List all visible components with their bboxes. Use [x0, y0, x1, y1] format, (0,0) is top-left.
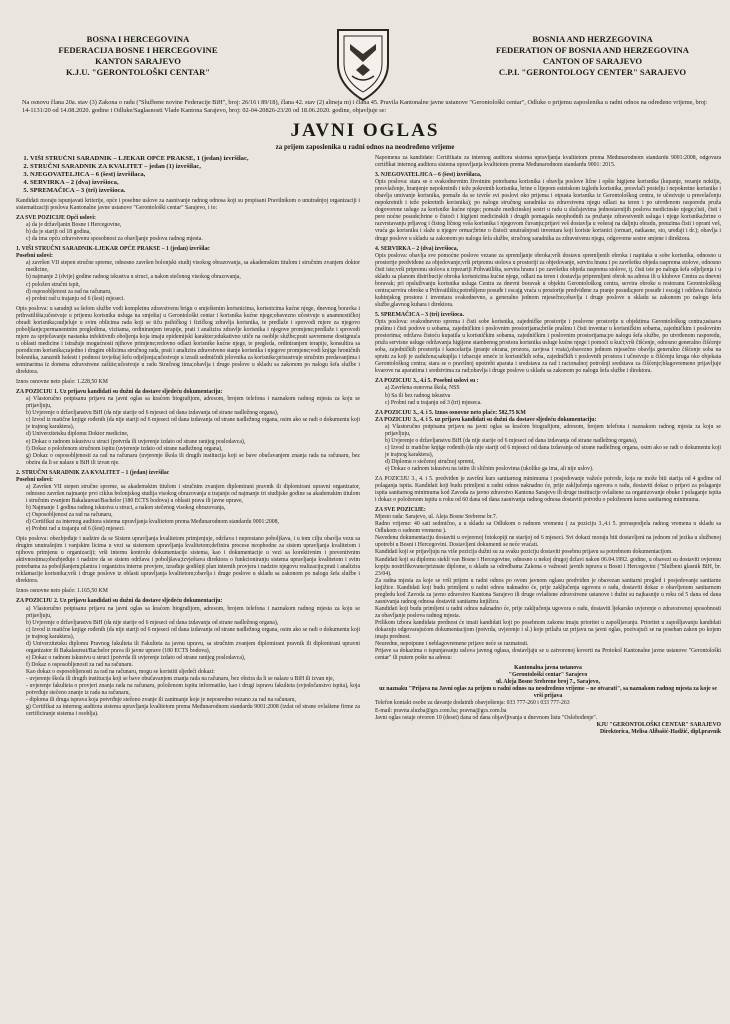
header-right-line: C.P.I. "GERONTOLOGY CENTER" SARAJEVO — [498, 67, 687, 77]
condition-item: d) Certifikat za internog auditora sistema upravljanja kvalitetom prema Međunarodnom standardu 9001:2008, — [26, 519, 279, 526]
general-conditions — [16, 222, 360, 243]
position-4-heading: 4. SERVIRKA – 2 (dva) izvršioca, — [375, 245, 459, 252]
all-positions-paragraph: Navedenu dokumentaciju dostaviti u ovjerenoj fotokopiji ne starijoj od 6 mjeseci. Svi dokazi moraju biti dostavljeni na jednom od jezika u službenoj upotrebi u Bosni i Hercegovini. Dostavljeni dokumenti se neće vraćati. — [375, 535, 721, 549]
positions-list — [16, 155, 360, 195]
coat-of-arms-icon — [330, 24, 396, 102]
contact-phone: Telefon kontakt osobe za davanje dodatnih obavještenja: 033 777-260 i 033 777-263 — [375, 700, 570, 707]
page-subtitle: za prijem zaposlenika u radni odnos na neodređeno vrijeme — [275, 143, 455, 151]
contact-block — [375, 700, 721, 721]
doc-item: f) Dokaz o osposobljenosti za rad na računaru. — [26, 661, 133, 668]
position-2-docs — [16, 606, 360, 719]
positions-345-note: ZA POZICIJU 3., 4. i 5. predviđen je završni kurs sanitarnog minimuma i posjedovanje važeće potvrde, koja ne može biti starija od 4 godine od polaganja ispita. Kandidati koji budu primljeni u radni odnos naknadno će, prije zaključenja ugovora o radu, dostaviti dokaz o prijavi za polaganje ispita sanitarnog minimuma kod Zavoda za javno zdravstvo Kantona Sarajevo ili druge institucije ovlaštene za organizovanje obuke i polaganje ispita i dokaz o položenom ispitu u roku od 60 dana od dana zasnivanja radnog odnosa dostaviti potvrdu o položenom kursu sanitarnog minimuma. — [375, 476, 721, 504]
positions-345-salary: ZA POZICIJU 3., 4. i 5. Iznos osnovne neto plaće: 582,75 KM — [375, 409, 526, 416]
all-positions-paragraph: Kandidati koji budu primljeni u radni odnos naknadno će, prije zaključenja ugovora o radu, dostaviti ljekarsko uvjerenje o zdravstvenoj sposobnosti za obavljanje poslova radnog mjesta. — [375, 605, 721, 619]
all-positions-paragraph: Mjesto rada: Sarajevo, ul. Aleja Bosne Srebrene br.7. — [375, 514, 498, 521]
signature-institution: KJU "GERONTOLOŠKI CENTAR" SARAJEVO — [596, 721, 721, 728]
doc-item: - uvjerenje fakulteta o provjeri znanja rada na računaru, položenom ispitu informatike, kao i drugi ispravu fakulteta (svjedočanstvo ispita), koja potvrđuje stečeno znanje iz rada na računaru, — [26, 683, 360, 697]
condition-item: e) Probni rad u trajanju od 6 (šest) mjeseci. — [26, 526, 126, 533]
header-right-line: FEDERATION OF BOSNIA AND HERZEGOVINA — [496, 45, 689, 55]
header-left-line: KANTON SARAJEVO — [95, 56, 181, 66]
condition-item: b) Sa ili bez radnog iskustva — [385, 392, 451, 399]
address-line: uz naznaku "Prijava na Javni oglas za prijem u radni odnos na neodređeno vrijeme – ne otvarati", sa naznakom radnog mjesta za koje se vrši prijava — [379, 686, 717, 700]
condition-item: c) položen stručni ispit, — [26, 281, 80, 288]
position-1-special-heading: Posebni uslovi: — [16, 253, 53, 260]
all-positions-paragraph: Kandidati koji su diplomu stekli van Bosne i Hercegovine, odnosno u nekoj drugoj državi nakon 06.04.1992. godine, u obavezi su dostaviti ovjerenu kopiju nostrifikovane/priznate diplome, u skladu sa odredbama Zakona o važnosti javnih isprava u Bosni i Hercegovini ("Službeni glasnik BiH, br. 23/04). — [375, 556, 721, 577]
doc-item: b) Uvjerenje o državljanstvu BiH (da nije starije od 6 mjeseci od dana izdavanja od strane nadležnog organa), — [26, 619, 279, 626]
header-right-line: BOSNIA AND HERZEGOVINA — [532, 34, 653, 44]
condition-item: a) završen VII stepen stručne spreme, odnosno završen bolonjski studij visokog obrazovanja, sa akademskim titulom i stručnim zvanjem doktor medicine, — [26, 260, 360, 274]
all-positions-paragraph: Neuredne, nepotpune i neblagovremene prijave neće se razmatrati. — [375, 641, 529, 648]
mailing-address — [375, 665, 721, 700]
position-1-conditions — [16, 260, 360, 302]
doc-item: a) Vlastoručno potpisanu prijavu na javni oglas sa kraćom biografijom, adresom, brojem telefona i naznakom radnog mjesta za koju se prijavljuju, — [26, 396, 360, 410]
position-5-duties: Opis poslova: svakodnevno sprema i čisti sobe korisnika, zajedničke prostorije i poslovne prostorije u objektima Gerontološkog centra;usisava prašinu i čisti podove u sobama, zajedničkim i poslovnim prostorijama;briše prašinu i čisti inventar u korisničkim sobama, zajedničkim i poslovnim prostorima; održava čistoću kupatila u korisničkim sobama, zajedničkim i poslovnim prostorijama;po nalogu šefa službe, po utvrđenom rasporedu, pruža servisne usluge održavanja higijene stambenog prostora korisnika usluge kućne njege i pomoći u kući;vrši čišćenje, odnosno generalno čišćenje soba, zajedničkih prostorija i kancelarija (pranje ekrana, prozora, zavjesa i vrata),obavezno jednom mjesečno obavlja generalno čišćenje soba na spratu za koji je zadužena;sakuplja i izbacuje smeće iz korisničkih soba, zajedničkih i poslovnih prostora i učestvuje u čišćenju kruga oko objekata Gerontološkog centra; stara se o pravilnoj upotrebi aparata i sredstava za rad i racionalnoj potrošnji sredstava za čišćenje;blagovremeno prijavljuje kvarove na aparatima i sredstvima za rad;obavlja i druge poslove u skladu sa zakonom po nalogu šefa službe i direktora. — [375, 319, 721, 375]
address-line: "Gerontološki centar" Sarajevo — [508, 672, 588, 679]
doc-item: d) Univerzitetsku diplomu Pravnog fakulteta ili Fakulteta za javnu upravu, sa stručnim zvanjem diplomirani pravnik ili diplomirani upravni organizator ili Bakalaureat/Bachelor prava ili javne uprave (180 ECTS bodova), — [26, 640, 360, 654]
condition-item: c) Osposobljenost za rad na računaru, — [26, 511, 113, 518]
doc-item: Kao dokaz o osposobljenosti za rad na računaru, mogu se koristiti sljedeći dokazi: — [26, 668, 215, 675]
doc-item: c) Izvod iz matične knjige rođenih (da nije stariji od 6 mjeseci od dana izdavanja od strane nadležnog organa, osim ako se radi o dokumentu koji je trajnog karaktera), — [26, 417, 360, 431]
page-title: JAVNI OGLAS — [290, 120, 440, 141]
header-right — [470, 34, 715, 78]
general-intro: Kandidati moraju ispunjavati kriterije, opće i posebne uslove za zasnivanje radnog odnosa koji su propisani Pravilnikom o unutrašnjoj organizaciji i sistematizaciji poslova Kantonalne javne ustanove "Gerontološki centar" Sarajevo, i to: — [16, 198, 360, 212]
position-2-duties: Opis poslova: obezbjeđuje i nadzire da se Sistem upravljanja kvalitetom primjenjuje, održava i neprestano poboljšava, i u tom cilju obavlja vezu sa drugim unutrašnjim i vanjskim licima u vezi sa sistemom upravljanja kvalitetom;definira procese neophodne za sistem upravljanja kvalitetom i njihovu primjenu u organizaciji; vrši internu kontrolu dokumentacije sistema, kao i dokumentacije u vezi sa korektivnim i preventivnim aktivnostima;obezbjeđuje i nadzire da se sistem održava i poboljšava;izvještava direktora o funkcioniranju sistema upravljanja kvalitetom i svim potrebama za poboljšanjem;planira i organizira interne provjere, izrađuje godišnji plan internih provjera i nadzire njegovu realizaciju;prati i analizira reklamacije korisnika;vrši i druge poslove iz oblasti upravljanja kvalitetom;obavlja i druge poslove u skladu sa zakonom po nalogu šefa službe i direktora. — [16, 536, 360, 585]
position-item: 4. SERVIRKA – 2 (dva) izvršioca, — [30, 179, 360, 187]
all-positions-paragraph: Kandidati koji se prijavljuju na više pozicija dužni su za svaku poziciju dostaviti posebnu prijavu sa potrebnom dokumentacijom. — [375, 549, 673, 556]
condition-item: b) da je stariji od 18 godina, — [26, 229, 91, 236]
doc-item: - diploma ili druga isprava koja potvrđuje stečeno zvanje ili zanimanje koje je neposredno vezano za rad na računaru, — [26, 697, 296, 704]
positions-345-special-heading: ZA POZICIJU 3., 4.i 5. Posebni uslovi su : — [375, 378, 479, 385]
header-left-line: FEDERACIJA BOSNE I HERCEGOVINE — [58, 45, 218, 55]
position-1-docs — [16, 396, 360, 466]
positions-345-conditions — [375, 385, 721, 406]
left-column — [16, 155, 360, 1017]
position-1-docs-heading: ZA POZICIJU 1. Uz prijavu kandidati su dužni da dostave sljedeću dokumentaciju: — [16, 389, 223, 396]
signature-block — [375, 722, 721, 736]
doc-item: b) Uvjerenje o državljanstvu BiH (da nije starije od 6 mjeseci od dana izdavanja od strane nadležnog organa), — [26, 410, 279, 417]
position-2-heading: 2. STRUČNI SARADNIK ZA KVALITET – 1 (jedan) izvršilac — [16, 469, 170, 476]
condition-item: b) najmanje 2 (dvije) godine radnog iskustva u struci, a nakon stečenog visokog obrazovanja, — [26, 274, 241, 281]
condition-item: d) osposobljenost za rad na računaru, — [26, 288, 112, 295]
position-2-special-heading: Posebni uslovi: — [16, 476, 53, 483]
position-1-salary: Iznos osnovne neto plaće: 1.228,50 KM — [16, 379, 108, 386]
header-left — [18, 34, 258, 78]
address-line: Kantonalna javna ustanova — [514, 665, 582, 672]
doc-item: g) Dokaz o osposobljenosti za rad na računaru (uvjerenje škola ili drugih institucija koji se bave obučavanjem znanja rada na računaru, bez obzira da li se nalaze u BiH ili izvan nje. — [26, 452, 360, 466]
header-left-line: K.J.U. "GERONTOLOŠKI CENTAR" — [65, 67, 211, 77]
general-heading: ZA SVE POZICIJE Opći uslovi: — [16, 215, 96, 222]
position-2-conditions — [16, 484, 360, 533]
doc-item: c) Izvod iz matične knjige rođenih (da nije stariji od 6 mjeseci od dana izdavanja od strane nadležnog organa, osim ako se radi o dokumentu koji je trajnog karaktera), — [26, 626, 360, 640]
all-positions-paragraph: Za radna mjesta za koje se vrši prijem u radni odnos po ovom javnom oglasu predviđen je obavezan sanitarni pregled i posjedovanje sanitarne knjižice. Kandidati koji budu primljeni u radni odnos naknadno će, prije zaključenja ugovora o radu, dostaviti dokaz o obavljenom sanitarnom pregledu kod Zavoda za javno zdravstvo Kantona Sarajevo ili druge ovlaštene zdravstvene ustanove i dužni su najkasnije u roku od 5 dana od dana zasnivanja radnog odnosa dostaviti sanitarnu knjižicu. — [375, 577, 721, 605]
doc-item: d) Univerzitetsku diplomu Doktor medicine, — [26, 431, 129, 438]
doc-item: a) Vlastoručno potpisanu prijavu na javni oglas sa kraćom biografijom, adresom, brojem telefona i naznakom radnog mjesta za koju se prijavljuju, — [385, 423, 721, 437]
position-item: 5. SPREMAČICA – 3 (tri) izvršioca. — [30, 187, 360, 195]
certificate-note: Napomena za kandidate: Certifikatu za internog auditora sistema upravljanja kvalitetom prema Međunarodnom standardu 9001:2008, odgovara certifikat internog auditora sistema upravljanja kvalitetom prema Međunarodnom standardu 9001: 2015. — [375, 155, 721, 169]
all-positions-paragraph: Prijave sa dokazima o ispunjavanju uslova javnog oglasa, dostavljaju se u zatvorenoj koverti na Protokol Kantonalne javne ustanove "Gerontološki centar" ili putem pošte na adresu: — [375, 648, 721, 662]
position-1-duties: Opis poslova: u saradnji sa šefom službe vodi kompletnu zdravstvenu brigu o smještenim korisnicima, korisnicima kućne njege, dnevnog boravka i prihvatilišta;učestvuje u prijemu korisnika usluga na smještaj u Gerontološki centar i korisnika kućne njege;obavezno učestvuje u anamnestičkoj obradi korisnika;sudjeluje u svim oblicima rada koji se tiču psihičkog i fizičkog zdravlja korisnika, te predlaže i sprovodi mjere za njegovo poboljšanje;permanentnim pregledima, vizitama, ordiniranjem terapije, prati i analizira zdravlje korisnika i njegove promjene;predlaže i sprovodi mjere za sprječavanje nastanka infektivnih oboljenja koja imaju epidemijski karakter;edukativno utiče na osoblje službe;prati savremene dostignuća u oblasti medicine i istražuje mogućnosti njihove primjene;redovno odlazi korisnike kućne njege, te pregleda, ordiniranjem terapije, konsultira sa porodicom korisnika;zajedno i drugim oblicima stručnog rada, prati i analizira zdravstveno stanje korisnika i njegove promjene;vodi knjige hroničnih bolesnika, zaraznih holesti i podnosi izvještaj šefu odjeljenja;učestvuje u izradi sedmičnih jelovnika za korisnike;prisustvuje stručnim predavanjima i seminarima iz domena zdravstvene zaštite;učestvuje u radu Stručnog tima;obavlja i druge poslove u skladu sa zakonom po nalogu šefa službe i direktora. — [16, 305, 360, 376]
contact-email: E-mail: pravna.sluzba@gcs.com.ba; pravna@gcs.com.ba — [375, 707, 507, 714]
doc-item: f) Dokaz o položenom stručnom ispitu (uvjerenje izdato od strane nadležnog organa), — [26, 445, 223, 452]
position-5-heading: 5. SPREMAČICA – 3 (tri) izvršioca. — [375, 311, 464, 318]
all-positions-heading: ZA SVE POZICIJE: — [375, 507, 426, 514]
condition-item: a) da je državljanin Bosne i Hercegovine, — [26, 222, 122, 229]
positions-345-docs-heading: ZA POZICIJU 3., 4. i 5. uz prijavu kandidati su dužni da dostave sljedeću dokumentaciju: — [375, 416, 597, 423]
contact-deadline: Javni oglas ostaje otvoren 10 (deset) dana od dana objavljivanja u dnevnom listu "Oslobođenje". — [375, 714, 598, 721]
doc-item: c) Izvod iz matične knjige rođenih (da nije stariji od 6 mjeseci od dana izdavanja od strane nadležnog organa, osim ako se radi o dokumentu koji je trajnog karaktera), — [385, 444, 721, 458]
position-2-docs-heading: ZA POZICIJU 2. Uz prijavu kandidati su dužni da dostave sljedeću dokumentaciju: — [16, 598, 223, 605]
condition-item: e) probni rad u trajanju od 6 (šest) mjeseci. — [26, 295, 125, 302]
condition-item: b) Najmanje 1 godina radnog iskustva u struci, a nakon stečenog visokog obrazovanja, — [26, 504, 226, 511]
position-item: 3. NJEGOVATELJICA – 6 (šest) izvršilaca, — [30, 171, 360, 179]
positions-345-docs — [375, 424, 721, 473]
doc-item: d) Diplomu o stečenoj stručnoj spremi, — [385, 458, 475, 465]
header-left-line: BOSNA I HERCEGOVINA — [86, 34, 190, 44]
position-1-heading: 1. VIŠI STRUČNI SARADNIK-LJEKAR OPĆE PRAKSE – 1 (jedan) izvršilac — [16, 246, 210, 253]
all-positions-paragraph: Prilikom izbora kandidata prednost će imati kandidati koji po posebnom zakonu imaju prioritet u zapošljavanju. Prioritet u zapošljavanju kandidati dokazuju odgovarajućom dokumentacijom (potvrda, uvjerenje i sl.) koje prilažu uz prijavu na javni oglas, pozivajući se na poseban zakon po kojem imaju prednost. — [375, 619, 721, 641]
condition-item: a) Završena osnovna škola, NSS — [385, 385, 460, 392]
condition-item: c) Probni rad u trajanju od 3 (tri) mjeseca. — [385, 399, 482, 406]
condition-item: a) Završen VII stepen stručne spreme, sa akademskim titulom i stručnim zvanjem diplomirani pravnik ili diplomirani upravni organizator, odnosno završen najmanje prvi ciklus bolonjskog studija visokog obrazovanja u trajanju od najmanje tri studijske godine sa akademskim titulom i stručnim zvanjem Bakalaureat/Bachelor (180 ECTS bodova) u oblasti prava ili javne uprave, — [26, 483, 360, 504]
doc-item: a) Vlastoručno potpisanu prijavu na javni oglas sa kraćom biografijom, adresom, brojem telefona i naznakom radnog mjesta za koju se prijavljuju, — [26, 605, 360, 619]
doc-item: g) Certifikat za internog auditora sistema upravljanja kvalitetom prema Međunarodnom standardu 9001:2008 (izdat od strane ovlaštene firme za certificiranje sistema i osoblja). — [26, 704, 360, 718]
doc-item: e) Dokaz o radnom iskustvu na istim ili sličnim poslovima (ukoliko ga ima, ali nije uslov). — [385, 465, 594, 472]
intro-paragraph: Na osnovu člana 20a. stav (3) Zakona o radu ("Službene novine Federacije BiH", broj: 26/16 i 89/18), člana 42. stav (2) alineja m) i člana 45. Pravila Kantonalne javne ustanove "Gerontološki centar", Odluke o prijemu zaposlenika u radni odnos na određeno vrijeme, broj: 14-1131/20 od 14.08.2020. godine i Odluke/Saglasnosti Vlade Kantona Sarajevo, broj: 02-04-20826-23/20 od 18.06.2020. godine, objavljuje se: — [22, 99, 708, 115]
position-2-salary: Iznos osnovne neto plaće: 1.165,50 KM — [16, 588, 108, 595]
address-line: ul. Aleja Bosne Srebrene broj 7., Sarajevo, — [496, 679, 600, 686]
header-right-line: CANTON OF SARAJEVO — [542, 56, 643, 66]
position-3-duties: Opis poslova: stara se o svakodnevnim životnim potrebama korisnika i obavlja poslove lične i opšte higijene korisnika (kupanje, rezanje noktiju, presvlačenje, hranjenje nepokretnih i teže pokretnih korisnika, brine o lijepom estetskom izgledu korisnika, presvlači postelju i nepokretne korisnike i obavlja umivanje korisnika, pomaže da se izvrše svi poslovi oko prijema i otpusta korisnika iz Gerontološkog centra, te učestvuje u presvlačenju nepokretnih i teže pokretnih korisnika); po nalogu stručnog saradnika za zdravstvenu njegu odlazi na teren i po utvrđenom rasporedu pruža dogovorene usluge za korisnike kućne njege; pomaže medicinskoj sestri u radu u slučajevima jednostavnijih poslova medicinske njege;ćisti, čisti i pere noćne posude;brine o čistoći i higijeni medicinskih i drugih pomagala neophodnih za pružanje zdravstvenih usluga i njege korisnika;brine o razvrstavanju prljavog i čistog ličnog veša korisnika i njegovom čuvanju;prijavi veš dostavlja u vešeraj na daljnju obradu, preuzima čisti i oprani veš, vraća ga korisniku i slaže u njegov ormar;brine o čistoći unutrašnjosti inventara koji koriste korisnici (ormari, natkasne, sto, uređaji i dr.); obavlja i druge poslove u skladu sa zakonom po nalogu šefa službe, stručnog saradnika za zdravstvenu njegu, odgovorne sestre smjene i direktora. — [375, 179, 721, 242]
doc-item: - uvjerenje škola ili drugih institucija koji se bave obučavanjem znanja rada na računaru, bez obzira da li se nalaze u BiH ili izvan nje, — [26, 676, 335, 682]
doc-item: e) Dokaz o radnom iskustvu u struci (potvrda ili uvjerenje izdato od strane ranijeg poslodavca), — [26, 654, 246, 661]
all-positions-paragraph: Radno vrijeme: 40 sati sedmično, a u skladu sa Odlukom o radnom vremenu ( za poziciju 3.,4.i 5. preraspodjela radnog vremena u skladu sa Odlukom o radnom vremenu ). — [375, 521, 721, 535]
position-3-heading: 3. NJEGOVATELJICA – 6 (šest) izvršilaca, — [375, 172, 482, 179]
position-item: 1. VIŠI STRUČNI SARADNIK – LJEKAR OPĆE PRAKSE, 1 (jedan) izvršilac, — [30, 155, 360, 163]
doc-item: e) Dokaz o radnom iskustvu u struci (potvrda ili uvjerenje izdato od strane ranijeg poslodavca), — [26, 438, 246, 445]
right-column — [375, 155, 721, 1017]
doc-item: b) Uvjerenje o državljanstvu BiH (da nije starije od 6 mjeseci od dana izdavanja od strane nadležnog organa), — [385, 437, 638, 444]
position-4-duties: Opis poslova: obavlja sve pomoćne poslove vezane za spremljanje obroka;vrši dostavu spremljenih obroka i napitaka u sobe korisnika, odnosno u prostorije predviđene za objedovanje;vrši pripremu stolova u prostoriji za objedovanje, servira hranu i po završetku objeda raspremа stolove, odnosno čisti iste;vrši pripremu stolova u trpezariji Prihvatilišta, servira hranu i po završetku objeda raspremа stolove, tj. čisti iste po nalogu šefa odjeljenja i u skladu sa planom distribucije obroka korisnicima kućne njege, odlazi na teren i dostavlja pripremljeni obrok na adresu ili u klubove Centra za dnevni boravak; pri opsluživanju korisnika usluga Centra za dnevni boravak u objektu Gerontološkog centra, servira obroke u restoranu Gerontološkog centra;servira obroke u Prihvatilištu;potrebljeno posuđe i escajg vraća u prostorije predviđene za pranje posuđa;pere posuđe i escajg i održava čistoću kuhinjskog prostora i inventara svakodnevno, a generalno jednom mjesečno;obavlja i druge poslove u skladu sa zakonom po nalogu šefa službe,glavnog kuhara i direktora. — [375, 252, 721, 308]
signature-director: Direktorica, Melisa Alibašić-Hadžić, dipl.pravnik — [600, 728, 721, 735]
condition-item: c) da ima opću zdravstvenu sposobnost za obavljanje poslova radnog mjesta. — [26, 236, 203, 243]
position-item: 2. STRUČNI SARADNIK ZA KVALITET – jedan (1) izvršilac, — [30, 163, 360, 171]
